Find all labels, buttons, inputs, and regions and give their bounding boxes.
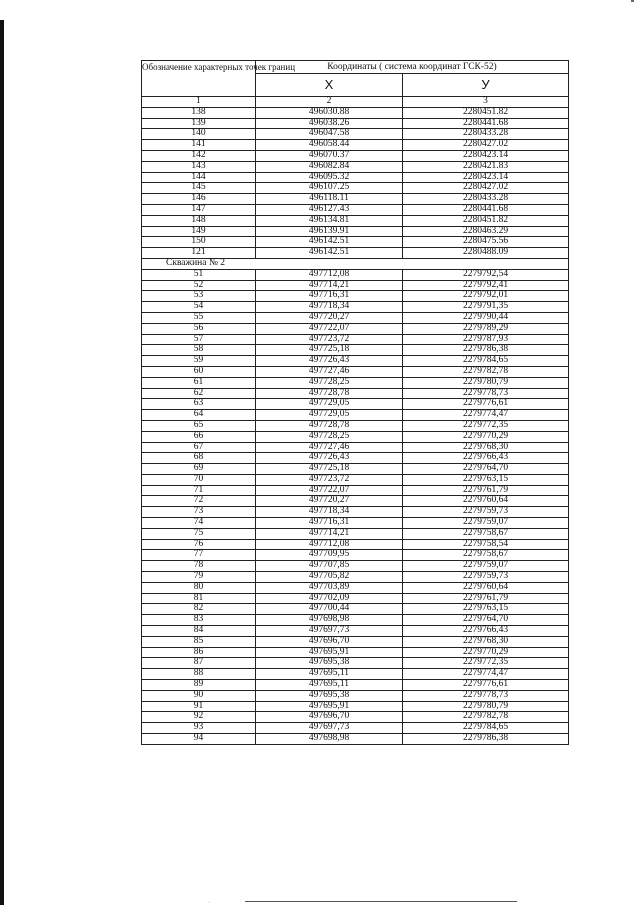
x-coordinate-cell: 497698,98 <box>256 615 403 626</box>
x-coordinate-cell: 497728,25 <box>256 431 403 442</box>
x-coordinate-cell: 497723,72 <box>256 474 403 485</box>
x-coordinate-cell: 497696,70 <box>256 712 403 723</box>
point-number-cell: 60 <box>142 366 256 377</box>
x-coordinate-cell: 497696,70 <box>256 636 403 647</box>
x-coordinate-cell: 497695,38 <box>256 658 403 669</box>
point-number-cell: 147 <box>142 204 256 215</box>
point-number-cell: 79 <box>142 572 256 583</box>
table-row <box>142 280 569 291</box>
y-coordinate-cell: 2279772,35 <box>403 420 569 431</box>
y-coordinate-cell: 2279782,78 <box>403 712 569 723</box>
point-number-cell: 59 <box>142 356 256 367</box>
x-coordinate-cell: 496047.58 <box>256 129 403 140</box>
x-coordinate-cell: 496038.26 <box>256 118 403 129</box>
table-row <box>142 507 569 518</box>
x-coordinate-cell: 497695,11 <box>256 680 403 691</box>
table-row <box>142 150 569 161</box>
y-coordinate-cell: 2280423.14 <box>403 150 569 161</box>
table-row <box>142 118 569 129</box>
y-coordinate-cell: 2280451.82 <box>403 107 569 118</box>
point-number-cell: 70 <box>142 474 256 485</box>
table-row <box>142 399 569 410</box>
header-col-number-1: 1 <box>142 97 256 108</box>
y-coordinate-cell: 2279770,29 <box>403 647 569 658</box>
table-body-well-2-points <box>142 269 569 744</box>
x-coordinate-cell: 497728,25 <box>256 377 403 388</box>
y-coordinate-cell: 2280433.28 <box>403 194 569 205</box>
point-number-cell: 142 <box>142 150 256 161</box>
table-row <box>142 323 569 334</box>
x-coordinate-cell: 496142.51 <box>256 248 403 259</box>
section-label-well-2: Скважина № 2 <box>142 258 256 269</box>
point-number-cell: 82 <box>142 604 256 615</box>
table-row <box>142 204 569 215</box>
table-row <box>142 107 569 118</box>
x-coordinate-cell: 497703,89 <box>256 582 403 593</box>
x-coordinate-cell: 496118.11 <box>256 194 403 205</box>
header-col-number-2: 2 <box>256 97 403 108</box>
table-row <box>142 237 569 248</box>
point-number-cell: 63 <box>142 399 256 410</box>
table-row <box>142 388 569 399</box>
header-x: Х <box>256 74 403 97</box>
table-row <box>142 658 569 669</box>
table-row <box>142 615 569 626</box>
x-coordinate-cell: 497712,08 <box>256 539 403 550</box>
scan-speck: · <box>208 900 210 906</box>
y-coordinate-cell: 2280475.56 <box>403 237 569 248</box>
table-row <box>142 593 569 604</box>
y-coordinate-cell: 2279792,41 <box>403 280 569 291</box>
x-coordinate-cell: 497695,91 <box>256 701 403 712</box>
point-number-cell: 140 <box>142 129 256 140</box>
table-row <box>142 647 569 658</box>
y-coordinate-cell: 2280427.02 <box>403 140 569 151</box>
point-number-cell: 144 <box>142 172 256 183</box>
y-coordinate-cell: 2279768,30 <box>403 442 569 453</box>
point-number-cell: 73 <box>142 507 256 518</box>
point-number-cell: 72 <box>142 496 256 507</box>
point-number-cell: 86 <box>142 647 256 658</box>
table-row <box>142 161 569 172</box>
point-number-cell: 62 <box>142 388 256 399</box>
x-coordinate-cell: 496030.88 <box>256 107 403 118</box>
y-coordinate-cell: 2280421.83 <box>403 161 569 172</box>
point-number-cell: 143 <box>142 161 256 172</box>
point-number-cell: 71 <box>142 485 256 496</box>
table-row <box>142 453 569 464</box>
point-number-cell: 61 <box>142 377 256 388</box>
table-body-boundary-points <box>142 107 569 258</box>
y-coordinate-cell: 2279759,07 <box>403 518 569 529</box>
x-coordinate-cell: 497723,72 <box>256 334 403 345</box>
x-coordinate-cell: 497698,98 <box>256 734 403 745</box>
y-coordinate-cell: 2279766,43 <box>403 626 569 637</box>
y-coordinate-cell: 2280451.82 <box>403 215 569 226</box>
point-number-cell: 150 <box>142 237 256 248</box>
x-coordinate-cell: 497714,21 <box>256 280 403 291</box>
coordinates-table <box>141 60 569 745</box>
point-number-cell: 81 <box>142 593 256 604</box>
y-coordinate-cell: 2280463.29 <box>403 226 569 237</box>
x-coordinate-cell: 497720,27 <box>256 312 403 323</box>
table-row <box>142 183 569 194</box>
table-row <box>142 582 569 593</box>
point-number-cell: 55 <box>142 312 256 323</box>
point-number-cell: 88 <box>142 669 256 680</box>
y-coordinate-cell: 2280441.68 <box>403 118 569 129</box>
x-coordinate-cell: 497725,18 <box>256 464 403 475</box>
point-number-cell: 80 <box>142 582 256 593</box>
y-coordinate-cell: 2279758,67 <box>403 550 569 561</box>
table-row <box>142 561 569 572</box>
point-number-cell: 94 <box>142 734 256 745</box>
y-coordinate-cell: 2279758,67 <box>403 528 569 539</box>
x-coordinate-cell: 497726,43 <box>256 356 403 367</box>
y-coordinate-cell: 2279760,64 <box>403 496 569 507</box>
x-coordinate-cell: 496139.91 <box>256 226 403 237</box>
table-row <box>142 464 569 475</box>
point-number-cell: 83 <box>142 615 256 626</box>
x-coordinate-cell: 497729,05 <box>256 410 403 421</box>
x-coordinate-cell: 497720,27 <box>256 496 403 507</box>
y-coordinate-cell: 2279786,38 <box>403 345 569 356</box>
x-coordinate-cell: 497729,05 <box>256 399 403 410</box>
section-row <box>142 258 569 269</box>
point-number-cell: 139 <box>142 118 256 129</box>
scan-speck <box>631 0 634 2</box>
point-number-cell: 51 <box>142 269 256 280</box>
table-row <box>142 485 569 496</box>
scan-edge-bar <box>0 20 4 905</box>
x-coordinate-cell: 496127.43 <box>256 204 403 215</box>
table-row <box>142 291 569 302</box>
x-coordinate-cell: 497728,78 <box>256 420 403 431</box>
x-coordinate-cell: 497716,31 <box>256 518 403 529</box>
point-number-cell: 121 <box>142 248 256 259</box>
x-coordinate-cell: 497707,85 <box>256 561 403 572</box>
x-coordinate-cell: 497718,34 <box>256 507 403 518</box>
x-coordinate-cell: 497702,09 <box>256 593 403 604</box>
y-coordinate-cell: 2279791,35 <box>403 302 569 313</box>
table-row <box>142 636 569 647</box>
table-row <box>142 312 569 323</box>
table-row <box>142 334 569 345</box>
header-coordinates: Координаты ( система координат ГСК-52) <box>256 61 569 74</box>
x-coordinate-cell: 497695,38 <box>256 690 403 701</box>
y-coordinate-cell: 2279764,70 <box>403 615 569 626</box>
section-blank-cell <box>403 258 569 269</box>
table-row <box>142 539 569 550</box>
table-row <box>142 302 569 313</box>
point-number-cell: 67 <box>142 442 256 453</box>
x-coordinate-cell: 497726,43 <box>256 453 403 464</box>
table-row <box>142 550 569 561</box>
point-number-cell: 141 <box>142 140 256 151</box>
section-blank-cell <box>256 258 403 269</box>
table-row <box>142 474 569 485</box>
table-row <box>142 690 569 701</box>
y-coordinate-cell: 2279776,61 <box>403 680 569 691</box>
table-row <box>142 410 569 421</box>
point-number-cell: 93 <box>142 723 256 734</box>
y-coordinate-cell: 2279778,73 <box>403 690 569 701</box>
header-col-number-3: 3 <box>403 97 569 108</box>
table-row <box>142 194 569 205</box>
table-row <box>142 734 569 745</box>
x-coordinate-cell: 497695,91 <box>256 647 403 658</box>
point-number-cell: 149 <box>142 226 256 237</box>
y-coordinate-cell: 2279763,15 <box>403 604 569 615</box>
table-row <box>142 604 569 615</box>
y-coordinate-cell: 2279792,54 <box>403 269 569 280</box>
header-y: У <box>403 74 569 97</box>
table-row <box>142 712 569 723</box>
point-number-cell: 78 <box>142 561 256 572</box>
x-coordinate-cell: 497727,46 <box>256 366 403 377</box>
x-coordinate-cell: 497727,46 <box>256 442 403 453</box>
y-coordinate-cell: 2279780,79 <box>403 701 569 712</box>
table-row <box>142 172 569 183</box>
table-row <box>142 420 569 431</box>
point-number-cell: 90 <box>142 690 256 701</box>
point-number-cell: 69 <box>142 464 256 475</box>
x-coordinate-cell: 497728,78 <box>256 388 403 399</box>
point-number-cell: 91 <box>142 701 256 712</box>
point-number-cell: 85 <box>142 636 256 647</box>
point-number-cell: 57 <box>142 334 256 345</box>
table-row <box>142 140 569 151</box>
point-number-cell: 58 <box>142 345 256 356</box>
y-coordinate-cell: 2279774,47 <box>403 410 569 421</box>
y-coordinate-cell: 2279759,73 <box>403 507 569 518</box>
point-number-cell: 76 <box>142 539 256 550</box>
x-coordinate-cell: 497700,44 <box>256 604 403 615</box>
point-number-cell: 56 <box>142 323 256 334</box>
point-number-cell: 68 <box>142 453 256 464</box>
point-number-cell: 145 <box>142 183 256 194</box>
y-coordinate-cell: 2279780,79 <box>403 377 569 388</box>
table-row <box>142 626 569 637</box>
x-coordinate-cell: 497722,07 <box>256 323 403 334</box>
x-coordinate-cell: 497725,18 <box>256 345 403 356</box>
y-coordinate-cell: 2279759,07 <box>403 561 569 572</box>
point-number-cell: 92 <box>142 712 256 723</box>
point-number-cell: 54 <box>142 302 256 313</box>
y-coordinate-cell: 2279761,79 <box>403 485 569 496</box>
y-coordinate-cell: 2280488.09 <box>403 248 569 259</box>
table-row <box>142 248 569 259</box>
table-row <box>142 356 569 367</box>
y-coordinate-cell: 2279776,61 <box>403 399 569 410</box>
point-number-cell: 89 <box>142 680 256 691</box>
x-coordinate-cell: 497709,95 <box>256 550 403 561</box>
x-coordinate-cell: 496082.84 <box>256 161 403 172</box>
table-row <box>142 572 569 583</box>
y-coordinate-cell: 2279789,29 <box>403 323 569 334</box>
y-coordinate-cell: 2280427.02 <box>403 183 569 194</box>
table-row <box>142 366 569 377</box>
point-number-cell: 77 <box>142 550 256 561</box>
table-row <box>142 518 569 529</box>
y-coordinate-cell: 2279772,35 <box>403 658 569 669</box>
x-coordinate-cell: 497705,82 <box>256 572 403 583</box>
table-row <box>142 269 569 280</box>
y-coordinate-cell: 2279764,70 <box>403 464 569 475</box>
y-coordinate-cell: 2279782,78 <box>403 366 569 377</box>
x-coordinate-cell: 496134.81 <box>256 215 403 226</box>
x-coordinate-cell: 497697,73 <box>256 723 403 734</box>
table-row <box>142 345 569 356</box>
y-coordinate-cell: 2279759,73 <box>403 572 569 583</box>
table-row <box>142 701 569 712</box>
table-row <box>142 680 569 691</box>
point-number-cell: 64 <box>142 410 256 421</box>
coordinates-table-container <box>141 60 568 745</box>
y-coordinate-cell: 2279787,93 <box>403 334 569 345</box>
table-row <box>142 215 569 226</box>
point-number-cell: 138 <box>142 107 256 118</box>
table-row <box>142 442 569 453</box>
point-number-cell: 87 <box>142 658 256 669</box>
y-coordinate-cell: 2279770,29 <box>403 431 569 442</box>
table-row <box>142 431 569 442</box>
x-coordinate-cell: 496070.37 <box>256 150 403 161</box>
y-coordinate-cell: 2279778,73 <box>403 388 569 399</box>
x-coordinate-cell: 496142.51 <box>256 237 403 248</box>
y-coordinate-cell: 2279763,15 <box>403 474 569 485</box>
point-number-cell: 84 <box>142 626 256 637</box>
table-header <box>142 61 569 108</box>
y-coordinate-cell: 2279790,44 <box>403 312 569 323</box>
table-row <box>142 669 569 680</box>
x-coordinate-cell: 497712,08 <box>256 269 403 280</box>
y-coordinate-cell: 2279758,54 <box>403 539 569 550</box>
y-coordinate-cell: 2279792,01 <box>403 291 569 302</box>
point-number-cell: 148 <box>142 215 256 226</box>
y-coordinate-cell: 2280441.68 <box>403 204 569 215</box>
table-row <box>142 528 569 539</box>
y-coordinate-cell: 2279786,38 <box>403 734 569 745</box>
footer-rule <box>245 901 517 902</box>
x-coordinate-cell: 497716,31 <box>256 291 403 302</box>
header-point-designation: Обозначение характерных точек границ <box>142 61 256 97</box>
x-coordinate-cell: 496107.25 <box>256 183 403 194</box>
y-coordinate-cell: 2279760,64 <box>403 582 569 593</box>
y-coordinate-cell: 2280423.14 <box>403 172 569 183</box>
x-coordinate-cell: 497718,34 <box>256 302 403 313</box>
x-coordinate-cell: 497695,11 <box>256 669 403 680</box>
table-row <box>142 377 569 388</box>
point-number-cell: 65 <box>142 420 256 431</box>
y-coordinate-cell: 2280433.28 <box>403 129 569 140</box>
x-coordinate-cell: 497714,21 <box>256 528 403 539</box>
table-section-header <box>142 258 569 269</box>
table-row <box>142 129 569 140</box>
x-coordinate-cell: 496095.32 <box>256 172 403 183</box>
point-number-cell: 53 <box>142 291 256 302</box>
table-row <box>142 496 569 507</box>
y-coordinate-cell: 2279766,43 <box>403 453 569 464</box>
point-number-cell: 52 <box>142 280 256 291</box>
x-coordinate-cell: 497697,73 <box>256 626 403 637</box>
y-coordinate-cell: 2279768,30 <box>403 636 569 647</box>
x-coordinate-cell: 496058.44 <box>256 140 403 151</box>
y-coordinate-cell: 2279761,79 <box>403 593 569 604</box>
point-number-cell: 74 <box>142 518 256 529</box>
point-number-cell: 75 <box>142 528 256 539</box>
x-coordinate-cell: 497722,07 <box>256 485 403 496</box>
y-coordinate-cell: 2279774,47 <box>403 669 569 680</box>
y-coordinate-cell: 2279784,65 <box>403 356 569 367</box>
table-row <box>142 226 569 237</box>
point-number-cell: 146 <box>142 194 256 205</box>
table-row <box>142 723 569 734</box>
point-number-cell: 66 <box>142 431 256 442</box>
y-coordinate-cell: 2279784,65 <box>403 723 569 734</box>
